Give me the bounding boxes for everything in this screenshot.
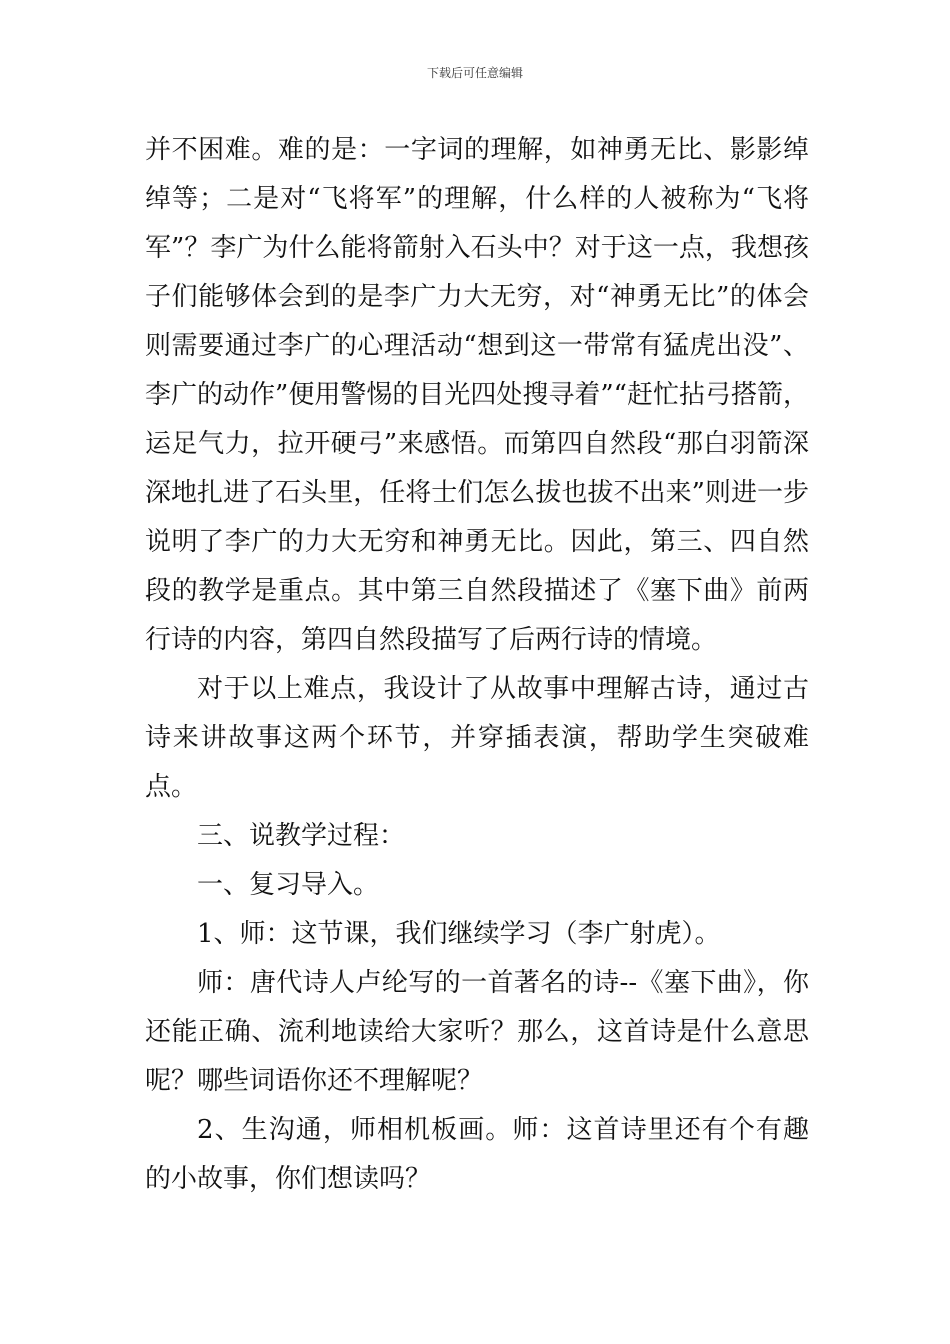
document-body — [145, 126, 809, 1204]
page-header: 下载后可任意编辑 — [426, 66, 523, 80]
paragraph-step-2: 2、生沟通，师相机板画。师：这首诗里还有个有趣的小故事，你们想读吗？ — [145, 1115, 809, 1194]
subheading-review-intro: 一、复习导入。 — [197, 870, 380, 900]
paragraph-step-1: 1、师：这节课，我们继续学习（李广射虎）。 — [197, 919, 721, 949]
paragraph-continuation: 并不困难。难的是：一字词的理解，如神勇无比、影影绰绰等；二是对“飞将军”的理解，什么样的人被称为“飞将军”？李广为什么能将箭射入石头中？对于这一点，我想孩子们能够体会到的是李广力大无穷，对“神勇无比”的体会则需要通过李广的心理活动“想到这一带常有猛虎出没”、李广的动作”便用警惕的目光四处搜寻着”“赶忙拈弓搭箭，运足气力，拉开硬弓”来感悟。而第四自然段“那白羽箭深深地扎进了石头里，任将士们怎么拔也拔不出来”则进一步说明了李广的力大无穷和神勇无比。因此，第三、四自然段的教学是重点。其中第三自然段描述了《塞下曲》前两行诗的内容，第四自然段描写了后两行诗的情境。 — [145, 135, 809, 655]
paragraph-difficulty-design: 对于以上难点，我设计了从故事中理解古诗，通过古诗来讲故事这两个环节，并穿插表演，帮助学生突破难点。 — [145, 674, 809, 802]
section-heading-teaching-process: 三、说教学过程： — [197, 821, 406, 851]
paragraph-teacher-poem: 师：唐代诗人卢纶写的一首著名的诗--《塞下曲》，你还能正确、流利地读给大家听？那么，这首诗是什么意思呢？哪些词语你还不理解呢？ — [145, 968, 809, 1096]
